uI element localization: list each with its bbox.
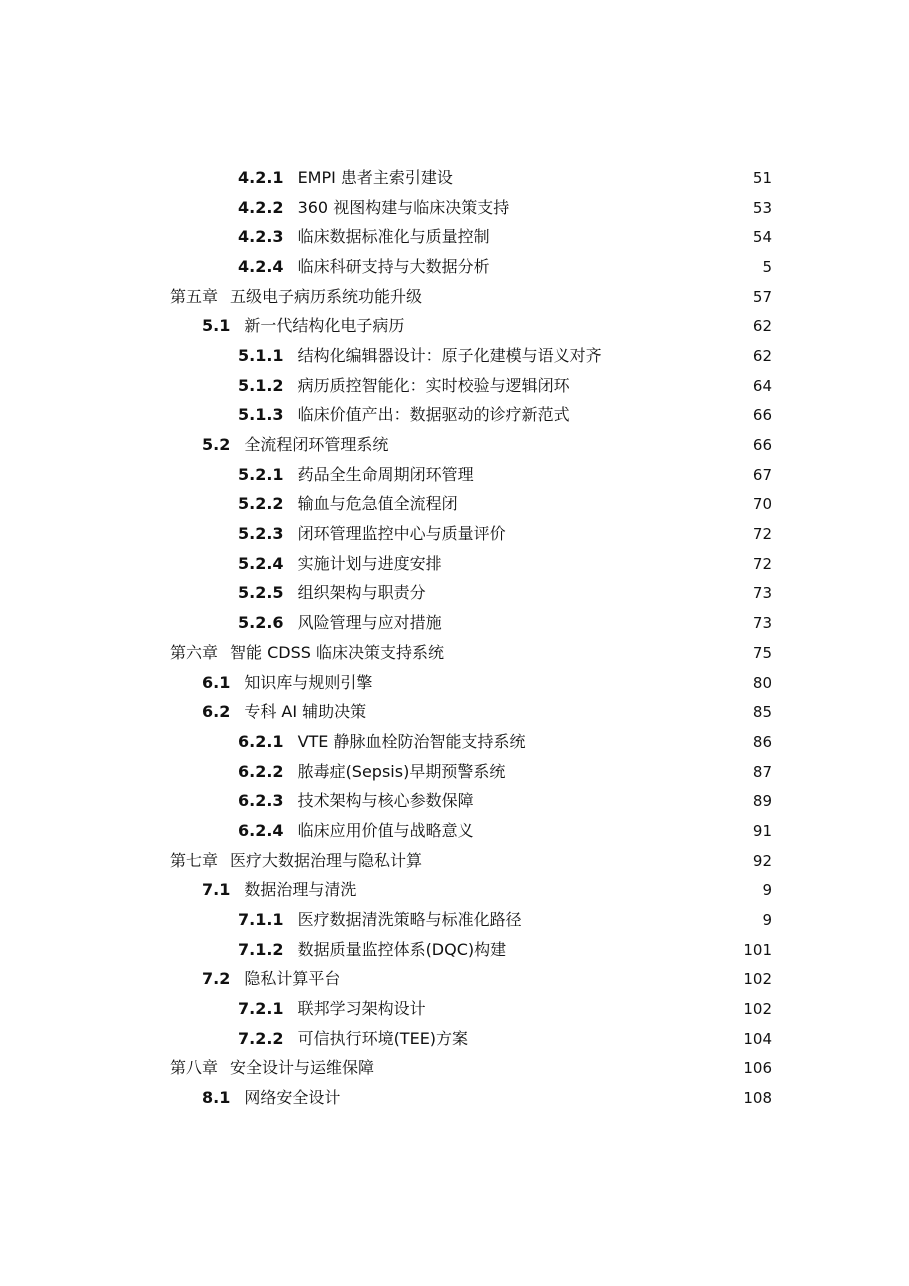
table-of-contents <box>0 163 909 1113</box>
toc-page-number: 5 <box>762 257 772 276</box>
toc-page-number: 73 <box>752 584 772 603</box>
toc-entry-number: 4.2.2 <box>238 197 284 217</box>
toc-subsection-entry[interactable] <box>0 549 909 579</box>
toc-subsection-entry[interactable] <box>0 193 909 223</box>
toc-entry-number: 4.2.1 <box>238 167 284 187</box>
toc-page-number: 57 <box>752 287 772 306</box>
toc-page-number: 67 <box>752 465 772 484</box>
toc-dot-leader <box>482 791 736 811</box>
toc-entry-title: 临床价值产出：数据驱动的诊疗新范式 <box>297 405 570 425</box>
toc-entry-title: 脓毒症(Sepsis)早期预警系统 <box>297 761 506 781</box>
toc-dot-leader <box>498 227 736 247</box>
toc-section-entry[interactable] <box>0 311 909 341</box>
toc-entry-title: 可信执行环境(TEE)方案 <box>297 1028 469 1048</box>
toc-page-number: 85 <box>752 703 772 722</box>
toc-dot-leader <box>533 732 736 752</box>
toc-entry-title: 网络安全设计 <box>244 1088 341 1108</box>
toc-page-number: 87 <box>752 762 772 781</box>
toc-dot-leader <box>412 316 736 336</box>
toc-entry-number: 5.1.1 <box>238 345 284 365</box>
toc-entry-title: 全流程闭环管理系统 <box>244 435 389 455</box>
toc-entry-number: 6.1 <box>202 672 231 692</box>
toc-page-number: 70 <box>752 495 772 514</box>
toc-page-number: 92 <box>752 851 772 870</box>
toc-dot-leader <box>466 494 736 514</box>
toc-page-number: 72 <box>752 525 772 544</box>
toc-page-number: 104 <box>743 1029 772 1048</box>
toc-page-number: 62 <box>752 346 772 365</box>
toc-page-number: 51 <box>752 168 772 187</box>
toc-entry-title: 隐私计算平台 <box>244 969 341 989</box>
toc-subsection-entry[interactable] <box>0 816 909 846</box>
toc-section-entry[interactable] <box>0 697 909 727</box>
toc-page-number: 64 <box>752 376 772 395</box>
toc-entry-number: 7.1.2 <box>238 939 284 959</box>
toc-entry-number: 4.2.3 <box>238 227 284 247</box>
toc-entry-title: 智能 CDSS 临床决策支持系统 <box>230 642 444 662</box>
toc-dot-leader <box>348 1088 736 1108</box>
toc-chapter-entry[interactable] <box>0 282 909 312</box>
toc-chapter-entry[interactable] <box>0 846 909 876</box>
toc-entry-number: 6.2.4 <box>238 820 284 840</box>
toc-subsection-entry[interactable] <box>0 905 909 935</box>
toc-entry-number: 第五章 <box>170 286 219 306</box>
toc-entry-number: 第八章 <box>170 1058 219 1078</box>
toc-page-number: 9 <box>762 911 772 930</box>
toc-entry-title: 临床数据标准化与质量控制 <box>297 227 490 247</box>
toc-entry-title: 组织架构与职责分 <box>297 583 426 603</box>
toc-page-number: 75 <box>752 643 772 662</box>
toc-entry-number: 7.1 <box>202 880 231 900</box>
toc-subsection-entry[interactable] <box>0 401 909 431</box>
toc-subsection-entry[interactable] <box>0 371 909 401</box>
toc-entry-number: 5.2.5 <box>238 583 284 603</box>
toc-entry-title: 风险管理与应对措施 <box>297 613 442 633</box>
toc-entry-number: 5.2.6 <box>238 613 284 633</box>
toc-entry-number: 5.1.3 <box>238 405 284 425</box>
toc-subsection-entry[interactable] <box>0 222 909 252</box>
toc-page-number: 73 <box>752 614 772 633</box>
toc-subsection-entry[interactable] <box>0 994 909 1024</box>
toc-page-number: 101 <box>743 940 772 959</box>
toc-dot-leader <box>396 435 736 455</box>
toc-page-number: 72 <box>752 554 772 573</box>
toc-section-entry[interactable] <box>0 1083 909 1113</box>
toc-subsection-entry[interactable] <box>0 608 909 638</box>
toc-entry-number: 5.1 <box>202 316 231 336</box>
toc-entry-title: 联邦学习架构设计 <box>297 999 426 1019</box>
toc-dot-leader <box>452 643 736 663</box>
toc-entry-number: 5.2.3 <box>238 524 284 544</box>
toc-entry-title: 医疗数据清洗策略与标准化路径 <box>297 910 522 930</box>
toc-subsection-entry[interactable] <box>0 786 909 816</box>
toc-subsection-entry[interactable] <box>0 341 909 371</box>
toc-dot-leader <box>348 969 736 989</box>
toc-dot-leader <box>578 405 736 425</box>
toc-dot-leader <box>434 999 736 1019</box>
toc-dot-leader <box>517 198 736 218</box>
toc-page-number: 106 <box>743 1059 772 1078</box>
toc-page-number: 102 <box>743 970 772 989</box>
toc-entry-number: 6.2 <box>202 702 231 722</box>
toc-entry-number: 7.2.2 <box>238 1028 284 1048</box>
toc-entry-title: 病历质控智能化：实时校验与逻辑闭环 <box>297 375 570 395</box>
toc-dot-leader <box>374 702 736 722</box>
toc-page-number: 108 <box>743 1089 772 1108</box>
toc-entry-number: 5.2.4 <box>238 553 284 573</box>
toc-subsection-entry[interactable] <box>0 727 909 757</box>
toc-entry-title: 五级电子病历系统功能升级 <box>230 286 423 306</box>
toc-entry-title: 知识库与规则引擎 <box>244 672 373 692</box>
toc-dot-leader <box>380 673 736 693</box>
toc-subsection-entry[interactable] <box>0 1024 909 1054</box>
toc-chapter-entry[interactable] <box>0 1054 909 1084</box>
toc-entry-title: 新一代结构化电子病历 <box>244 316 405 336</box>
toc-entry-title: VTE 静脉血栓防治智能支持系统 <box>297 731 526 751</box>
toc-subsection-entry[interactable] <box>0 252 909 282</box>
toc-page-number: 66 <box>752 436 772 455</box>
toc-page-number: 66 <box>752 406 772 425</box>
toc-dot-leader <box>578 376 736 396</box>
toc-entry-title: 数据治理与清洗 <box>244 880 357 900</box>
toc-subsection-entry[interactable] <box>0 579 909 609</box>
toc-subsection-entry[interactable] <box>0 163 909 193</box>
toc-entry-title: 专科 AI 辅助决策 <box>244 702 367 722</box>
toc-page-number: 9 <box>762 881 772 900</box>
toc-entry-number: 6.2.3 <box>238 791 284 811</box>
toc-entry-title: 结构化编辑器设计：原子化建模与语义对齐 <box>297 345 602 365</box>
toc-section-entry[interactable] <box>0 965 909 995</box>
toc-dot-leader <box>610 346 736 366</box>
toc-page-number: 53 <box>752 198 772 217</box>
toc-page-number: 91 <box>752 821 772 840</box>
toc-entry-number: 5.2.2 <box>238 494 284 514</box>
toc-entry-number: 7.1.1 <box>238 910 284 930</box>
toc-dot-leader <box>476 1029 736 1049</box>
toc-dot-leader <box>434 583 736 603</box>
toc-page-number: 102 <box>743 1000 772 1019</box>
toc-page-number: 80 <box>752 673 772 692</box>
toc-dot-leader <box>450 613 736 633</box>
toc-entry-number: 8.1 <box>202 1088 231 1108</box>
toc-dot-leader <box>530 910 736 930</box>
toc-entry-number: 5.1.2 <box>238 375 284 395</box>
toc-page-number: 89 <box>752 792 772 811</box>
toc-entry-title: 数据质量监控体系(DQC)构建 <box>297 939 507 959</box>
toc-subsection-entry[interactable] <box>0 935 909 965</box>
toc-entry-title: 临床应用价值与战略意义 <box>297 820 474 840</box>
toc-page-number: 86 <box>752 732 772 751</box>
toc-dot-leader <box>498 257 736 277</box>
toc-entry-number: 5.2.1 <box>238 464 284 484</box>
toc-dot-leader <box>482 821 736 841</box>
toc-entry-title: 实施计划与进度安排 <box>297 553 442 573</box>
toc-subsection-entry[interactable] <box>0 490 909 520</box>
toc-dot-leader <box>513 762 736 782</box>
toc-entry-title: 医疗大数据治理与隐私计算 <box>230 850 423 870</box>
toc-entry-title: 输血与危急值全流程闭 <box>297 494 458 514</box>
toc-dot-leader <box>450 554 736 574</box>
toc-entry-number: 4.2.4 <box>238 256 284 276</box>
toc-section-entry[interactable] <box>0 430 909 460</box>
toc-dot-leader <box>382 1058 736 1078</box>
toc-entry-title: 临床科研支持与大数据分析 <box>297 256 490 276</box>
toc-dot-leader <box>514 940 736 960</box>
toc-entry-title: 360 视图构建与临床决策支持 <box>297 197 510 217</box>
toc-subsection-entry[interactable] <box>0 519 909 549</box>
toc-section-entry[interactable] <box>0 876 909 906</box>
toc-entry-title: 安全设计与运维保障 <box>230 1058 375 1078</box>
toc-dot-leader <box>364 880 736 900</box>
toc-subsection-entry[interactable] <box>0 757 909 787</box>
toc-page-number: 54 <box>752 228 772 247</box>
toc-entry-number: 第七章 <box>170 850 219 870</box>
toc-dot-leader <box>461 168 736 188</box>
toc-dot-leader <box>514 524 736 544</box>
toc-page-number: 62 <box>752 317 772 336</box>
toc-entry-number: 7.2.1 <box>238 999 284 1019</box>
toc-dot-leader <box>482 465 736 485</box>
toc-entry-title: EMPI 患者主索引建设 <box>297 167 453 187</box>
toc-entry-number: 6.2.1 <box>238 731 284 751</box>
toc-entry-title: 药品全生命周期闭环管理 <box>297 464 474 484</box>
toc-chapter-entry[interactable] <box>0 638 909 668</box>
toc-section-entry[interactable] <box>0 668 909 698</box>
toc-dot-leader <box>430 851 736 871</box>
toc-entry-number: 6.2.2 <box>238 761 284 781</box>
toc-entry-number: 5.2 <box>202 435 231 455</box>
toc-subsection-entry[interactable] <box>0 460 909 490</box>
toc-dot-leader <box>430 287 736 307</box>
toc-entry-number: 7.2 <box>202 969 231 989</box>
toc-entry-title: 闭环管理监控中心与质量评价 <box>297 524 506 544</box>
toc-entry-number: 第六章 <box>170 642 219 662</box>
toc-entry-title: 技术架构与核心参数保障 <box>297 791 474 811</box>
